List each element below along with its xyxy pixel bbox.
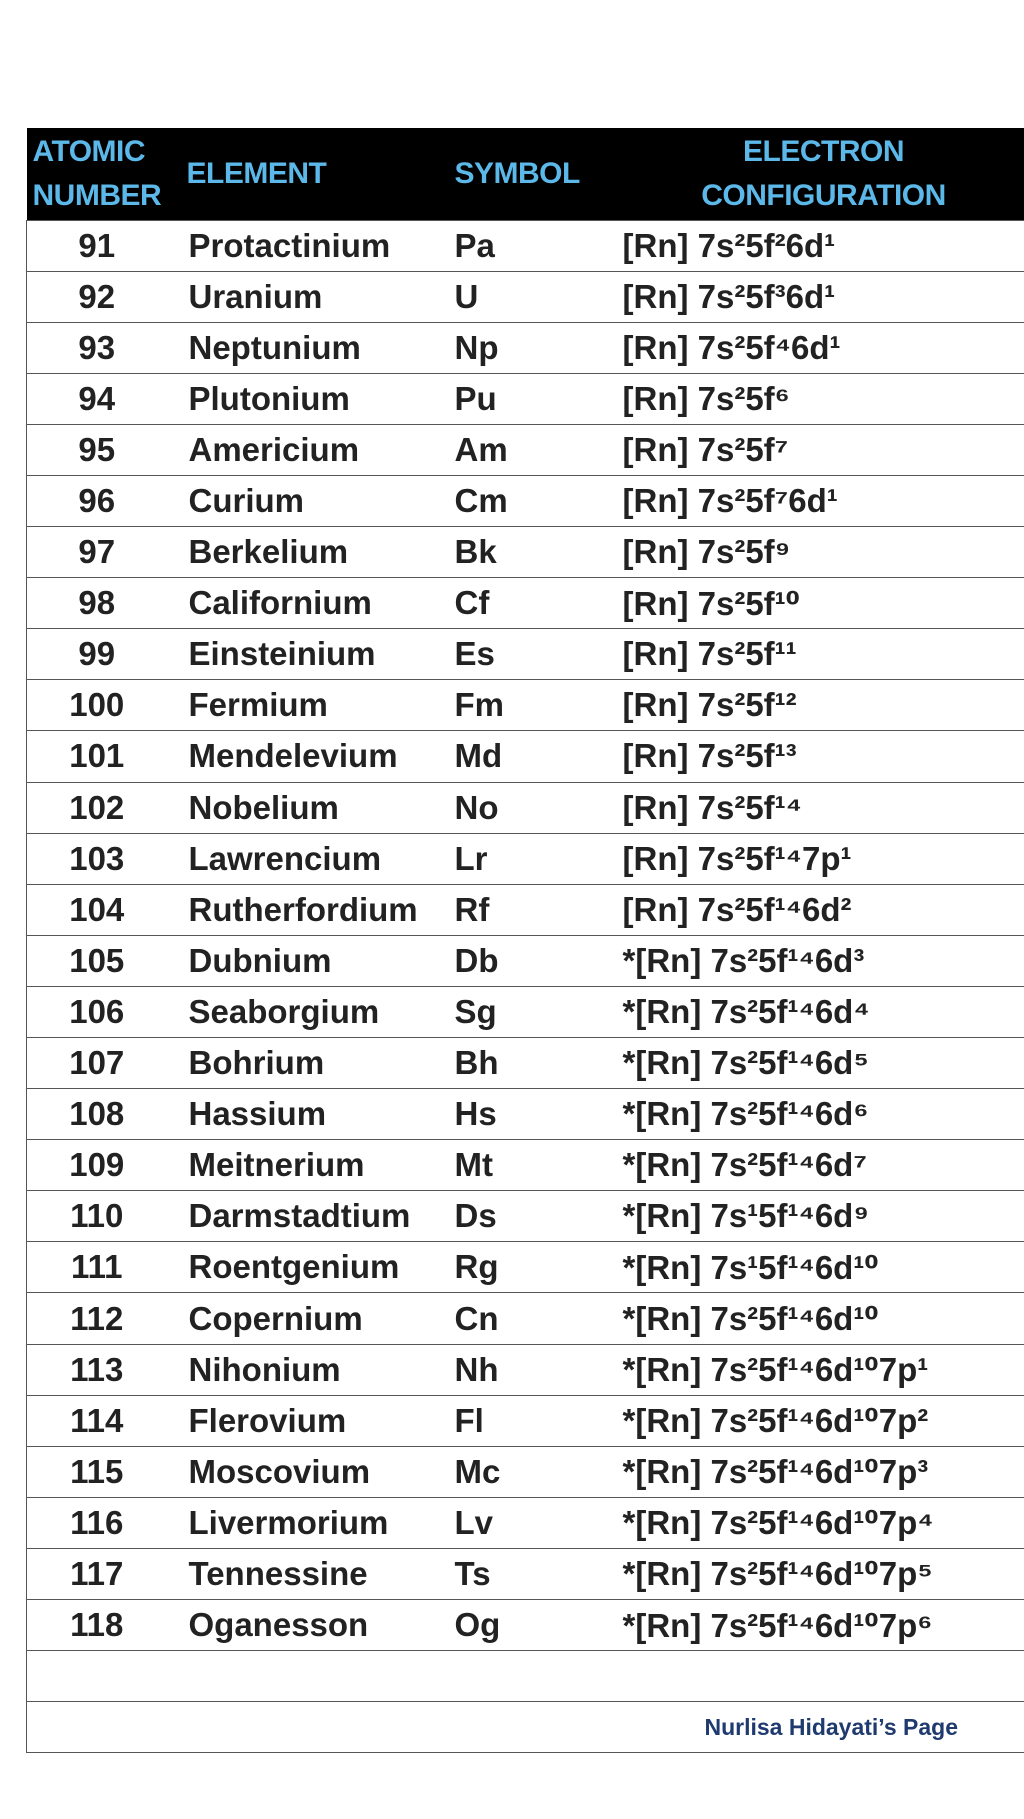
- table-row: [27, 1446, 1024, 1497]
- element-name-cell: Einsteinium: [187, 629, 455, 680]
- symbol-cell: Lr: [455, 833, 623, 884]
- element-name-cell: Dubnium: [187, 935, 455, 986]
- atomic-number-cell: 96: [27, 475, 187, 526]
- element-name-cell: Mendelevium: [187, 731, 455, 782]
- configuration-cell: [Rn] 7s²5f¹⁴6d²: [623, 884, 1024, 935]
- atomic-number-cell: 95: [27, 424, 187, 475]
- element-name-cell: Lawrencium: [187, 833, 455, 884]
- atomic-number-cell: 112: [27, 1293, 187, 1344]
- symbol-cell: Pa: [455, 220, 623, 271]
- symbol-cell: Cm: [455, 475, 623, 526]
- atomic-number-cell: 100: [27, 680, 187, 731]
- table-row: [27, 475, 1024, 526]
- page-credit: Nurlisa Hidayati’s Page: [27, 1702, 1024, 1753]
- configuration-cell: *[Rn] 7s²5f¹⁴6d¹⁰7p¹: [623, 1344, 1024, 1395]
- configuration-cell: [Rn] 7s²5f¹⁴: [623, 782, 1024, 833]
- element-name-cell: Plutonium: [187, 373, 455, 424]
- table-row: [27, 271, 1024, 322]
- table-row: [27, 629, 1024, 680]
- atomic-number-cell: 118: [27, 1600, 187, 1651]
- symbol-cell: Es: [455, 629, 623, 680]
- configuration-cell: [Rn] 7s²5f¹³: [623, 731, 1024, 782]
- configuration-cell: [Rn] 7s²5f¹⁰: [623, 578, 1024, 629]
- table-row: [27, 1395, 1024, 1446]
- symbol-cell: Og: [455, 1600, 623, 1651]
- table-row: [27, 373, 1024, 424]
- atomic-number-cell: 105: [27, 935, 187, 986]
- table-header-row: [27, 128, 1024, 220]
- element-name-cell: Curium: [187, 475, 455, 526]
- symbol-cell: Rg: [455, 1242, 623, 1293]
- configuration-cell: *[Rn] 7s²5f¹⁴6d¹⁰: [623, 1293, 1024, 1344]
- atomic-number-cell: 98: [27, 578, 187, 629]
- element-name-cell: Fermium: [187, 680, 455, 731]
- header-element: ELEMENT: [186, 156, 327, 190]
- symbol-cell: Fm: [455, 680, 623, 731]
- symbol-cell: Am: [455, 424, 623, 475]
- table-row: [27, 782, 1024, 833]
- table-row: [27, 424, 1024, 475]
- element-name-cell: Livermorium: [187, 1497, 455, 1548]
- configuration-cell: [Rn] 7s²5f¹²: [623, 680, 1024, 731]
- element-name-cell: Nihonium: [187, 1344, 455, 1395]
- symbol-cell: Mc: [455, 1446, 623, 1497]
- symbol-cell: Lv: [455, 1497, 623, 1548]
- table-row: [27, 1600, 1024, 1651]
- atomic-number-cell: 97: [27, 527, 187, 578]
- symbol-cell: Mt: [455, 1140, 623, 1191]
- table-row: [27, 986, 1024, 1037]
- table-row: [27, 884, 1024, 935]
- element-name-cell: Berkelium: [187, 527, 455, 578]
- configuration-cell: *[Rn] 7s²5f¹⁴6d¹⁰7p³: [623, 1446, 1024, 1497]
- configuration-cell: *[Rn] 7s²5f¹⁴6d¹⁰7p²: [623, 1395, 1024, 1446]
- table-row: [27, 1242, 1024, 1293]
- configuration-cell: *[Rn] 7s²5f¹⁴6d¹⁰7p⁴: [623, 1497, 1024, 1548]
- empty-cell: [27, 1651, 1024, 1702]
- table-row: [27, 1344, 1024, 1395]
- element-name-cell: Copernium: [187, 1293, 455, 1344]
- configuration-cell: *[Rn] 7s¹5f¹⁴6d¹⁰: [623, 1242, 1024, 1293]
- table-row: [27, 527, 1024, 578]
- configuration-cell: *[Rn] 7s¹5f¹⁴6d⁹: [623, 1191, 1024, 1242]
- symbol-cell: Bk: [455, 527, 623, 578]
- atomic-number-cell: 109: [27, 1140, 187, 1191]
- symbol-cell: Cf: [455, 578, 623, 629]
- table-row: [27, 833, 1024, 884]
- configuration-cell: [Rn] 7s²5f³6d¹: [623, 271, 1024, 322]
- table-row: [27, 1140, 1024, 1191]
- table-body: [27, 220, 1024, 1753]
- table-row: [27, 1089, 1024, 1140]
- symbol-cell: U: [455, 271, 623, 322]
- symbol-cell: Fl: [455, 1395, 623, 1446]
- element-name-cell: Moscovium: [187, 1446, 455, 1497]
- atomic-number-cell: 94: [27, 373, 187, 424]
- element-name-cell: Roentgenium: [187, 1242, 455, 1293]
- element-name-cell: Hassium: [187, 1089, 455, 1140]
- configuration-cell: [Rn] 7s²5f¹¹: [623, 629, 1024, 680]
- table-row: [27, 322, 1024, 373]
- configuration-cell: *[Rn] 7s²5f¹⁴6d⁶: [623, 1089, 1024, 1140]
- table-row: [27, 935, 1024, 986]
- atomic-number-cell: 102: [27, 782, 187, 833]
- element-name-cell: Uranium: [187, 271, 455, 322]
- atomic-number-cell: 113: [27, 1344, 187, 1395]
- configuration-cell: [Rn] 7s²5f²6d¹: [623, 220, 1024, 271]
- configuration-cell: *[Rn] 7s²5f¹⁴6d³: [623, 935, 1024, 986]
- atomic-number-cell: 99: [27, 629, 187, 680]
- configuration-cell: [Rn] 7s²5f⁷: [623, 424, 1024, 475]
- configuration-cell: [Rn] 7s²5f⁹: [623, 527, 1024, 578]
- atomic-number-cell: 106: [27, 986, 187, 1037]
- symbol-cell: Hs: [455, 1089, 623, 1140]
- symbol-cell: Sg: [455, 986, 623, 1037]
- atomic-number-cell: 103: [27, 833, 187, 884]
- element-name-cell: Rutherfordium: [187, 884, 455, 935]
- symbol-cell: Ts: [455, 1548, 623, 1599]
- element-name-cell: Oganesson: [187, 1600, 455, 1651]
- configuration-cell: [Rn] 7s²5f⁴6d¹: [623, 322, 1024, 373]
- configuration-cell: *[Rn] 7s²5f¹⁴6d⁴: [623, 986, 1024, 1037]
- element-name-cell: Bohrium: [187, 1038, 455, 1089]
- configuration-cell: *[Rn] 7s²5f¹⁴6d⁵: [623, 1038, 1024, 1089]
- configuration-cell: [Rn] 7s²5f⁶: [623, 373, 1024, 424]
- table-row: [27, 1191, 1024, 1242]
- table-row: [27, 1293, 1024, 1344]
- table-row: [27, 1548, 1024, 1599]
- symbol-cell: Rf: [455, 884, 623, 935]
- electron-configuration-table: [26, 128, 1024, 1753]
- table-row: [27, 731, 1024, 782]
- configuration-cell: [Rn] 7s²5f⁷6d¹: [623, 475, 1024, 526]
- configuration-cell: *[Rn] 7s²5f¹⁴6d¹⁰7p⁶: [623, 1600, 1024, 1651]
- element-name-cell: Flerovium: [187, 1395, 455, 1446]
- atomic-number-cell: 92: [27, 271, 187, 322]
- atomic-number-cell: 93: [27, 322, 187, 373]
- element-name-cell: Tennessine: [187, 1548, 455, 1599]
- element-name-cell: Nobelium: [187, 782, 455, 833]
- symbol-cell: Pu: [455, 373, 623, 424]
- symbol-cell: Bh: [455, 1038, 623, 1089]
- configuration-cell: *[Rn] 7s²5f¹⁴6d⁷: [623, 1140, 1024, 1191]
- atomic-number-cell: 117: [27, 1548, 187, 1599]
- atomic-number-cell: 107: [27, 1038, 187, 1089]
- atomic-number-cell: 111: [27, 1242, 187, 1293]
- header-electron-configuration: ELECTRON CONFIGURATION: [701, 134, 946, 212]
- atomic-number-cell: 104: [27, 884, 187, 935]
- credit-row: [27, 1702, 1024, 1753]
- atomic-number-cell: 116: [27, 1497, 187, 1548]
- header-symbol: SYMBOL: [454, 156, 580, 190]
- table-row: [27, 1038, 1024, 1089]
- symbol-cell: No: [455, 782, 623, 833]
- element-name-cell: Protactinium: [187, 220, 455, 271]
- element-name-cell: Seaborgium: [187, 986, 455, 1037]
- table-row: [27, 1497, 1024, 1548]
- symbol-cell: Md: [455, 731, 623, 782]
- symbol-cell: Cn: [455, 1293, 623, 1344]
- atomic-number-cell: 115: [27, 1446, 187, 1497]
- atomic-number-cell: 108: [27, 1089, 187, 1140]
- element-name-cell: Americium: [187, 424, 455, 475]
- configuration-cell: *[Rn] 7s²5f¹⁴6d¹⁰7p⁵: [623, 1548, 1024, 1599]
- header-atomic-number: ATOMIC NUMBER: [32, 134, 162, 212]
- table-row: [27, 578, 1024, 629]
- symbol-cell: Db: [455, 935, 623, 986]
- element-name-cell: Meitnerium: [187, 1140, 455, 1191]
- empty-row: [27, 1651, 1024, 1702]
- table-row: [27, 220, 1024, 271]
- atomic-number-cell: 91: [27, 220, 187, 271]
- atomic-number-cell: 110: [27, 1191, 187, 1242]
- element-name-cell: Neptunium: [187, 322, 455, 373]
- element-name-cell: Darmstadtium: [187, 1191, 455, 1242]
- symbol-cell: Ds: [455, 1191, 623, 1242]
- atomic-number-cell: 114: [27, 1395, 187, 1446]
- element-name-cell: Californium: [187, 578, 455, 629]
- atomic-number-cell: 101: [27, 731, 187, 782]
- symbol-cell: Nh: [455, 1344, 623, 1395]
- symbol-cell: Np: [455, 322, 623, 373]
- configuration-cell: [Rn] 7s²5f¹⁴7p¹: [623, 833, 1024, 884]
- table-row: [27, 680, 1024, 731]
- element-table-sheet: [26, 128, 1024, 1753]
